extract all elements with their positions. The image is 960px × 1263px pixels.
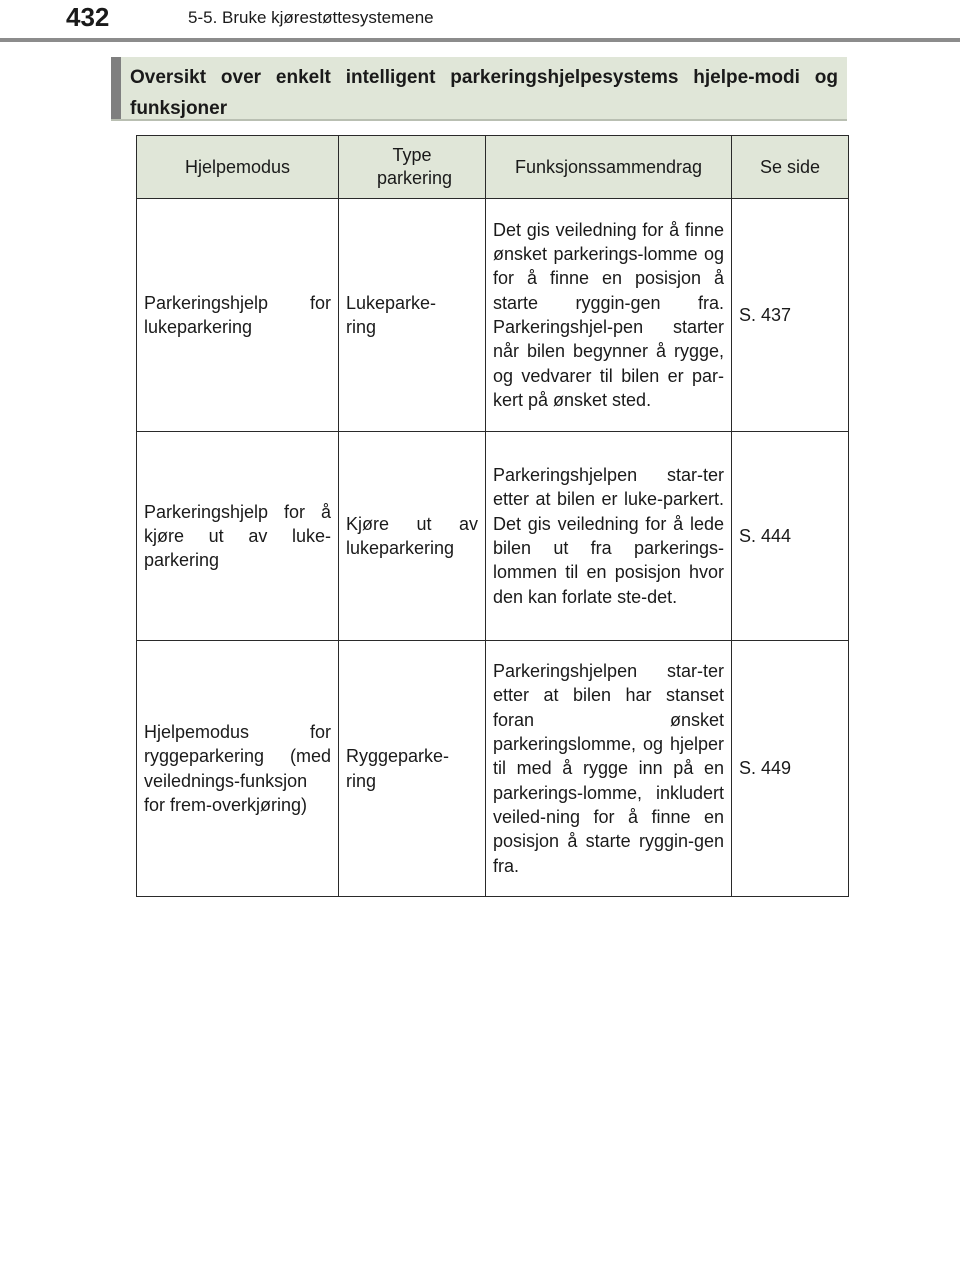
table-row xyxy=(137,641,849,897)
column-header-summary: Funksjonssammendrag xyxy=(486,136,732,199)
mode-cell: Parkeringshjelp for å kjøre ut av luke-parkering xyxy=(137,432,339,641)
table-row xyxy=(137,432,849,641)
section-heading: Oversikt over enkelt intelligent parkeringshjelpesystems hjelpe-modi og funksjoner xyxy=(130,67,838,119)
header-divider xyxy=(0,38,960,42)
type-cell: Ryggeparke-ring xyxy=(339,641,486,897)
table-header-row xyxy=(137,136,849,199)
mode-cell: Parkeringshjelp for lukeparkering xyxy=(137,199,339,432)
assist-modes-table xyxy=(136,135,849,897)
section-heading-box xyxy=(111,57,847,121)
table-row xyxy=(137,199,849,432)
page-ref-cell: S. 437 xyxy=(732,199,849,432)
page-ref-cell: S. 444 xyxy=(732,432,849,641)
column-header-mode: Hjelpemodus xyxy=(137,136,339,199)
summary-cell: Parkeringshjelpen star-ter etter at bilen er luke-parkert. Det gis veiledning for å lede bilen ut fra parkerings-lommen til en posisjon hvor den kan forlate ste-det. xyxy=(486,432,732,641)
section-title: 5-5. Bruke kjørestøttesystemene xyxy=(188,8,434,27)
column-header-page: Se side xyxy=(732,136,849,199)
mode-cell: Hjelpemodus for ryggeparkering (med veilednings-funksjon for frem-overkjøring) xyxy=(137,641,339,897)
page-ref-cell: S. 449 xyxy=(732,641,849,897)
summary-cell: Det gis veiledning for å finne ønsket parkerings-lomme og for å finne en posisjon å starte ryggin-gen fra. Parkeringshjel-pen starter når bilen begynner å rygge, og vedvarer til bilen er par-kert på ønsket sted. xyxy=(486,199,732,432)
type-cell: Kjøre ut av lukeparkering xyxy=(339,432,486,641)
page-header xyxy=(0,0,960,40)
column-header-type: Type parkering xyxy=(339,136,486,199)
type-cell: Lukeparke-ring xyxy=(339,199,486,432)
heading-accent-bar xyxy=(111,57,121,119)
summary-cell: Parkeringshjelpen star-ter etter at bilen har stanset foran ønsket parkeringslomme, og hjelper til med å rygge inn på en parkerings-lomme, inkludert veiled-ning for å finne en posisjon å starte ryggin-gen fra. xyxy=(486,641,732,897)
page-number: 432 xyxy=(66,2,110,32)
